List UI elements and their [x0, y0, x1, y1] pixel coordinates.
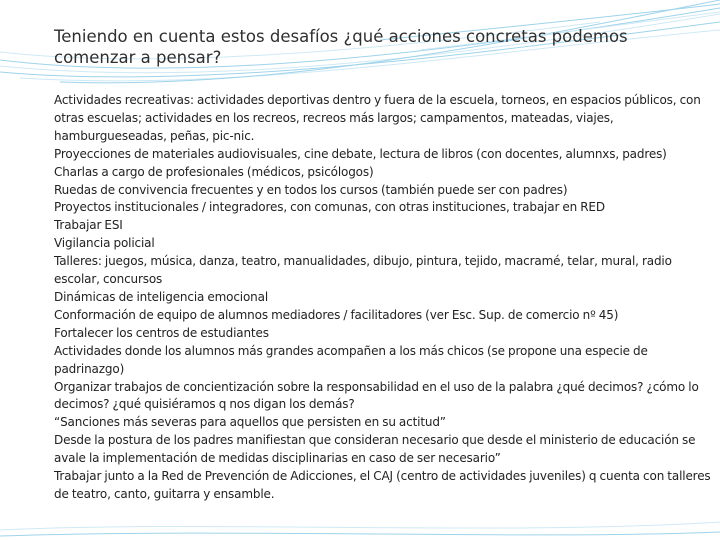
slide-body-list [54, 92, 714, 504]
list-item: Fortalecer los centros de estudiantes [54, 325, 269, 340]
list-item: Actividades donde los alumnos más grandes acompañen a los más chicos (se propone una especie de padrinazgo) [54, 343, 648, 376]
list-item: Proyectos institucionales / integradores, con comunas, con otras instituciones, trabajar en RED [54, 200, 605, 215]
list-item: “Sanciones más severas para aquellos que persisten en su actitud” [54, 415, 446, 430]
list-item: Conformación de equipo de alumnos mediadores / facilitadores (ver Esc. Sup. de comercio nº 45) [54, 307, 619, 322]
list-item: Actividades recreativas: actividades deportivas dentro y fuera de la escuela, torneos, en espacios públicos, con otras escuelas; actividades en los recreos, recreos más largos; campamentos, mateadas, viajes, hamburgueseadas, peñas, pic-nic. [54, 93, 701, 143]
list-item: Desde la postura de los padres manifiestan que consideran necesario que desde el ministerio de educación se avale la implementación de medidas disciplinarias en caso de ser necesario” [54, 433, 696, 466]
list-item: Proyecciones de materiales audiovisuales, cine debate, lectura de libros (con docentes, alumnxs, padres) [54, 146, 667, 161]
slide-title: Teniendo en cuenta estos desafíos ¿qué acciones concretas podemos comenzar a pensar? [54, 27, 628, 67]
list-item: Trabajar junto a la Red de Prevención de Adicciones, el CAJ (centro de actividades juveniles) q cuenta con talleres de teatro, canto, guitarra y ensamble. [54, 469, 711, 501]
list-item: Trabajar ESI [54, 218, 123, 233]
list-item: Talleres: juegos, música, danza, teatro, manualidades, dibujo, pintura, tejido, macramé, telar, mural, radio escolar, concursos [54, 254, 672, 287]
list-item: Dinámicas de inteligencia emocional [54, 289, 269, 304]
list-item: Organizar trabajos de concientización sobre la responsabilidad en el uso de la palabra ¿qué decimos? ¿cómo lo decimos? ¿qué quisiéramos q nos digan los demás? [54, 379, 699, 412]
list-item: Vigilancia policial [54, 236, 155, 251]
list-item: Charlas a cargo de profesionales (médicos, psicólogos) [54, 164, 374, 179]
list-item: Ruedas de convivencia frecuentes y en todos los cursos (también puede ser con padres) [54, 182, 568, 197]
